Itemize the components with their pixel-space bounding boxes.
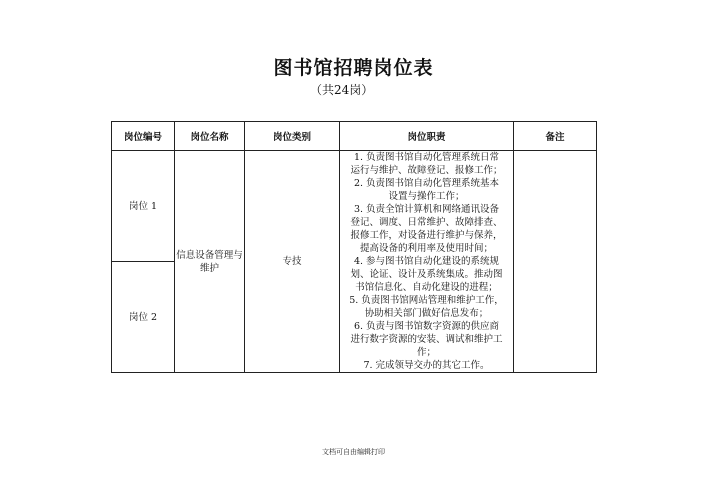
duty-line: 报修工作，对设备进行维护与保养， [350, 230, 503, 241]
duty-line: 划、论证、设计及系统集成。推动图 [350, 269, 503, 280]
duty-line: 1. 负责图书馆自动化管理系统日常 [353, 152, 500, 163]
recruitment-table [111, 121, 597, 373]
post-type-cell: 专技 [245, 151, 340, 373]
header-post-type: 岗位类别 [245, 122, 340, 151]
header-duties: 岗位职责 [340, 122, 514, 151]
document-subtitle: （共24岗） [310, 83, 374, 97]
post-no-cell-2: 岗位 2 [112, 262, 175, 373]
remarks-cell [514, 151, 597, 373]
duty-line: 5. 负责图书馆网站管理和维护工作， [349, 295, 504, 306]
duty-line: 进行数字资源的安装、调试和维护工 [350, 334, 503, 345]
duty-line: 作； [416, 347, 436, 358]
duty-line: 7. 完成领导交办的其它工作。 [363, 360, 490, 371]
duty-line: 协助相关部门做好信息发布； [364, 308, 489, 319]
post-no-cell-1: 岗位 1 [112, 151, 175, 262]
duty-line: 设置与操作工作； [388, 191, 465, 202]
header-post-name: 岗位名称 [175, 122, 245, 151]
duty-line: 2. 负责图书馆自动化管理系统基本 [353, 178, 500, 189]
duty-line: 登记、调度、日常维护、故障排查、 [350, 217, 503, 228]
duty-line: 4. 参与图书馆自动化建设的系统规 [353, 256, 500, 267]
header-post-no: 岗位编号 [112, 122, 175, 151]
table-header-row [112, 122, 597, 151]
document-title: 图书馆招聘岗位表 [273, 57, 434, 79]
duty-line: 6. 负责与图书馆数字资源的供应商 [353, 321, 500, 332]
header-remarks: 备注 [514, 122, 597, 151]
table-row [112, 151, 597, 262]
duties-cell [340, 151, 514, 373]
duty-line: 3. 负责全馆计算机和网络通讯设备 [353, 204, 500, 215]
duty-line: 书馆信息化、自动化建设的进程； [355, 282, 498, 293]
document-footer: 文档可自由编辑打印 [322, 448, 385, 456]
duty-line: 提高设备的利用率及使用时间； [359, 243, 493, 254]
post-name-cell: 信息设备管理与维护 [175, 151, 245, 373]
duty-line: 运行与维护、故障登记、报修工作； [350, 165, 503, 176]
